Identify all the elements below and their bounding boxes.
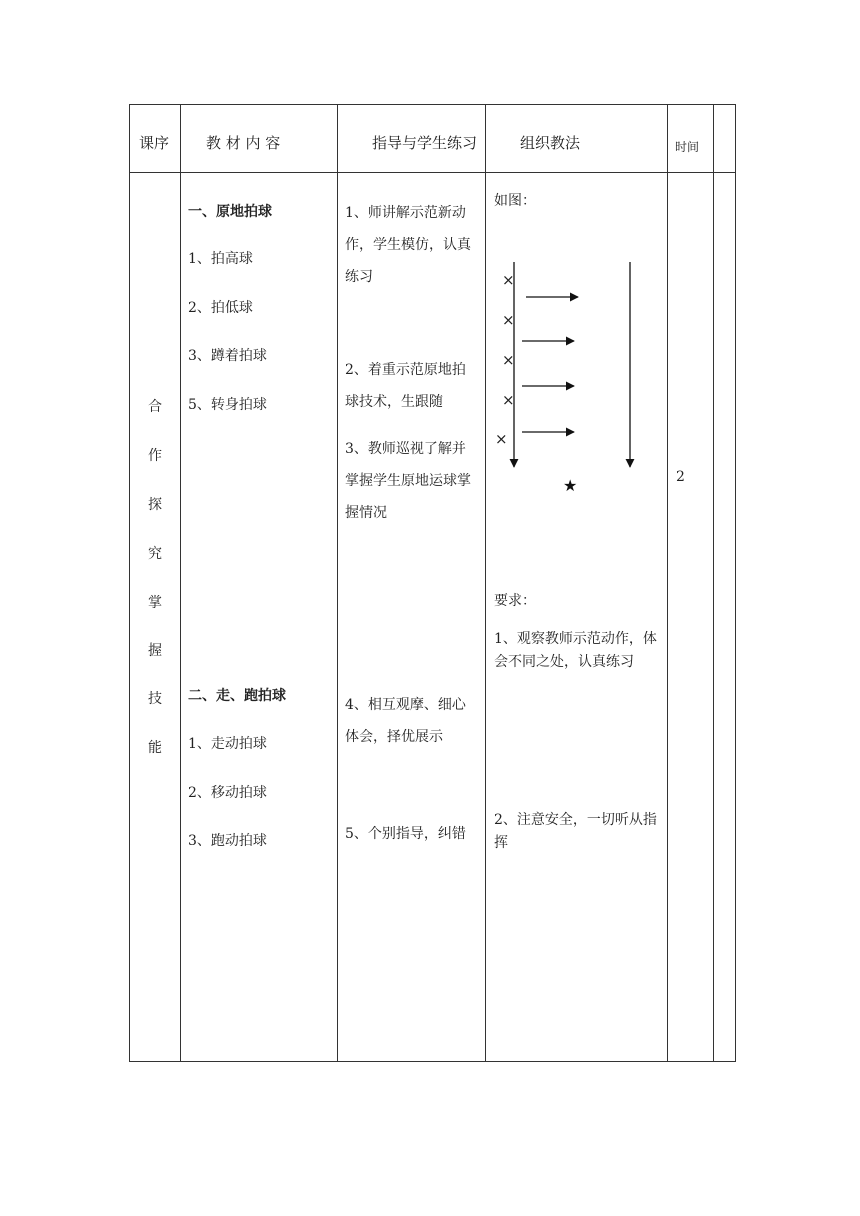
student-mark: × bbox=[502, 311, 515, 329]
header-time: 时间 bbox=[675, 140, 700, 154]
section-label-char: 能 bbox=[148, 740, 162, 756]
student-mark: × bbox=[502, 351, 515, 369]
formation-diagram bbox=[486, 245, 668, 505]
content-heading-2: 二、走、跑拍球 bbox=[188, 688, 286, 704]
section-label-char: 作 bbox=[148, 448, 162, 464]
guidance-step-3: 3、教师巡视了解并掌握学生原地运球掌握情况 bbox=[345, 441, 471, 521]
section-label-char: 合 bbox=[148, 399, 162, 415]
content-item: 2、移动拍球 bbox=[188, 785, 267, 801]
requirement-1: 1、观察教师示范动作，体会不同之处，认真练习 bbox=[494, 631, 657, 670]
column-divider bbox=[337, 105, 338, 1061]
lesson-plan-table bbox=[129, 104, 736, 1062]
header-guidance: 指导与学生练习 bbox=[372, 134, 478, 152]
requirements-label: 要求： bbox=[494, 593, 536, 609]
header-lesson-order: 课序 bbox=[139, 134, 170, 152]
content-item: 3、跑动拍球 bbox=[188, 833, 267, 849]
section-label-char: 握 bbox=[148, 643, 162, 659]
section-label-char: 探 bbox=[148, 497, 162, 513]
guidance-step-4: 4、相互观摩、细心体会，择优展示 bbox=[345, 697, 466, 745]
student-mark: × bbox=[502, 271, 515, 289]
diagram-caption: 如图： bbox=[494, 193, 536, 209]
content-heading-1: 一、原地拍球 bbox=[188, 204, 272, 220]
content-item: 5、转身拍球 bbox=[188, 397, 267, 413]
requirement-2: 2、注意安全，一切听从指挥 bbox=[494, 812, 657, 851]
guidance-step-5: 5、个别指导，纠错 bbox=[345, 826, 466, 842]
teacher-star-icon: ★ bbox=[563, 476, 578, 495]
header-organization: 组织教法 bbox=[520, 134, 581, 152]
content-item: 1、拍高球 bbox=[188, 251, 253, 267]
column-divider bbox=[713, 105, 714, 1061]
time-value: 2 bbox=[676, 469, 685, 485]
guidance-step-1: 1、师讲解示范新动作，学生模仿，认真练习 bbox=[345, 205, 471, 285]
section-label-char: 技 bbox=[148, 691, 162, 707]
section-label-char: 掌 bbox=[148, 595, 162, 611]
content-item: 3、蹲着拍球 bbox=[188, 348, 267, 364]
content-item: 2、拍低球 bbox=[188, 300, 253, 316]
column-divider bbox=[180, 105, 181, 1061]
section-label-char: 究 bbox=[148, 546, 162, 562]
header-divider bbox=[130, 172, 735, 173]
content-item: 1、走动拍球 bbox=[188, 736, 267, 752]
guidance-step-2: 2、着重示范原地拍球技术，生跟随 bbox=[345, 362, 466, 410]
header-content: 教 材 内 容 bbox=[206, 134, 281, 152]
student-mark: × bbox=[502, 391, 515, 409]
student-mark: × bbox=[495, 430, 508, 448]
